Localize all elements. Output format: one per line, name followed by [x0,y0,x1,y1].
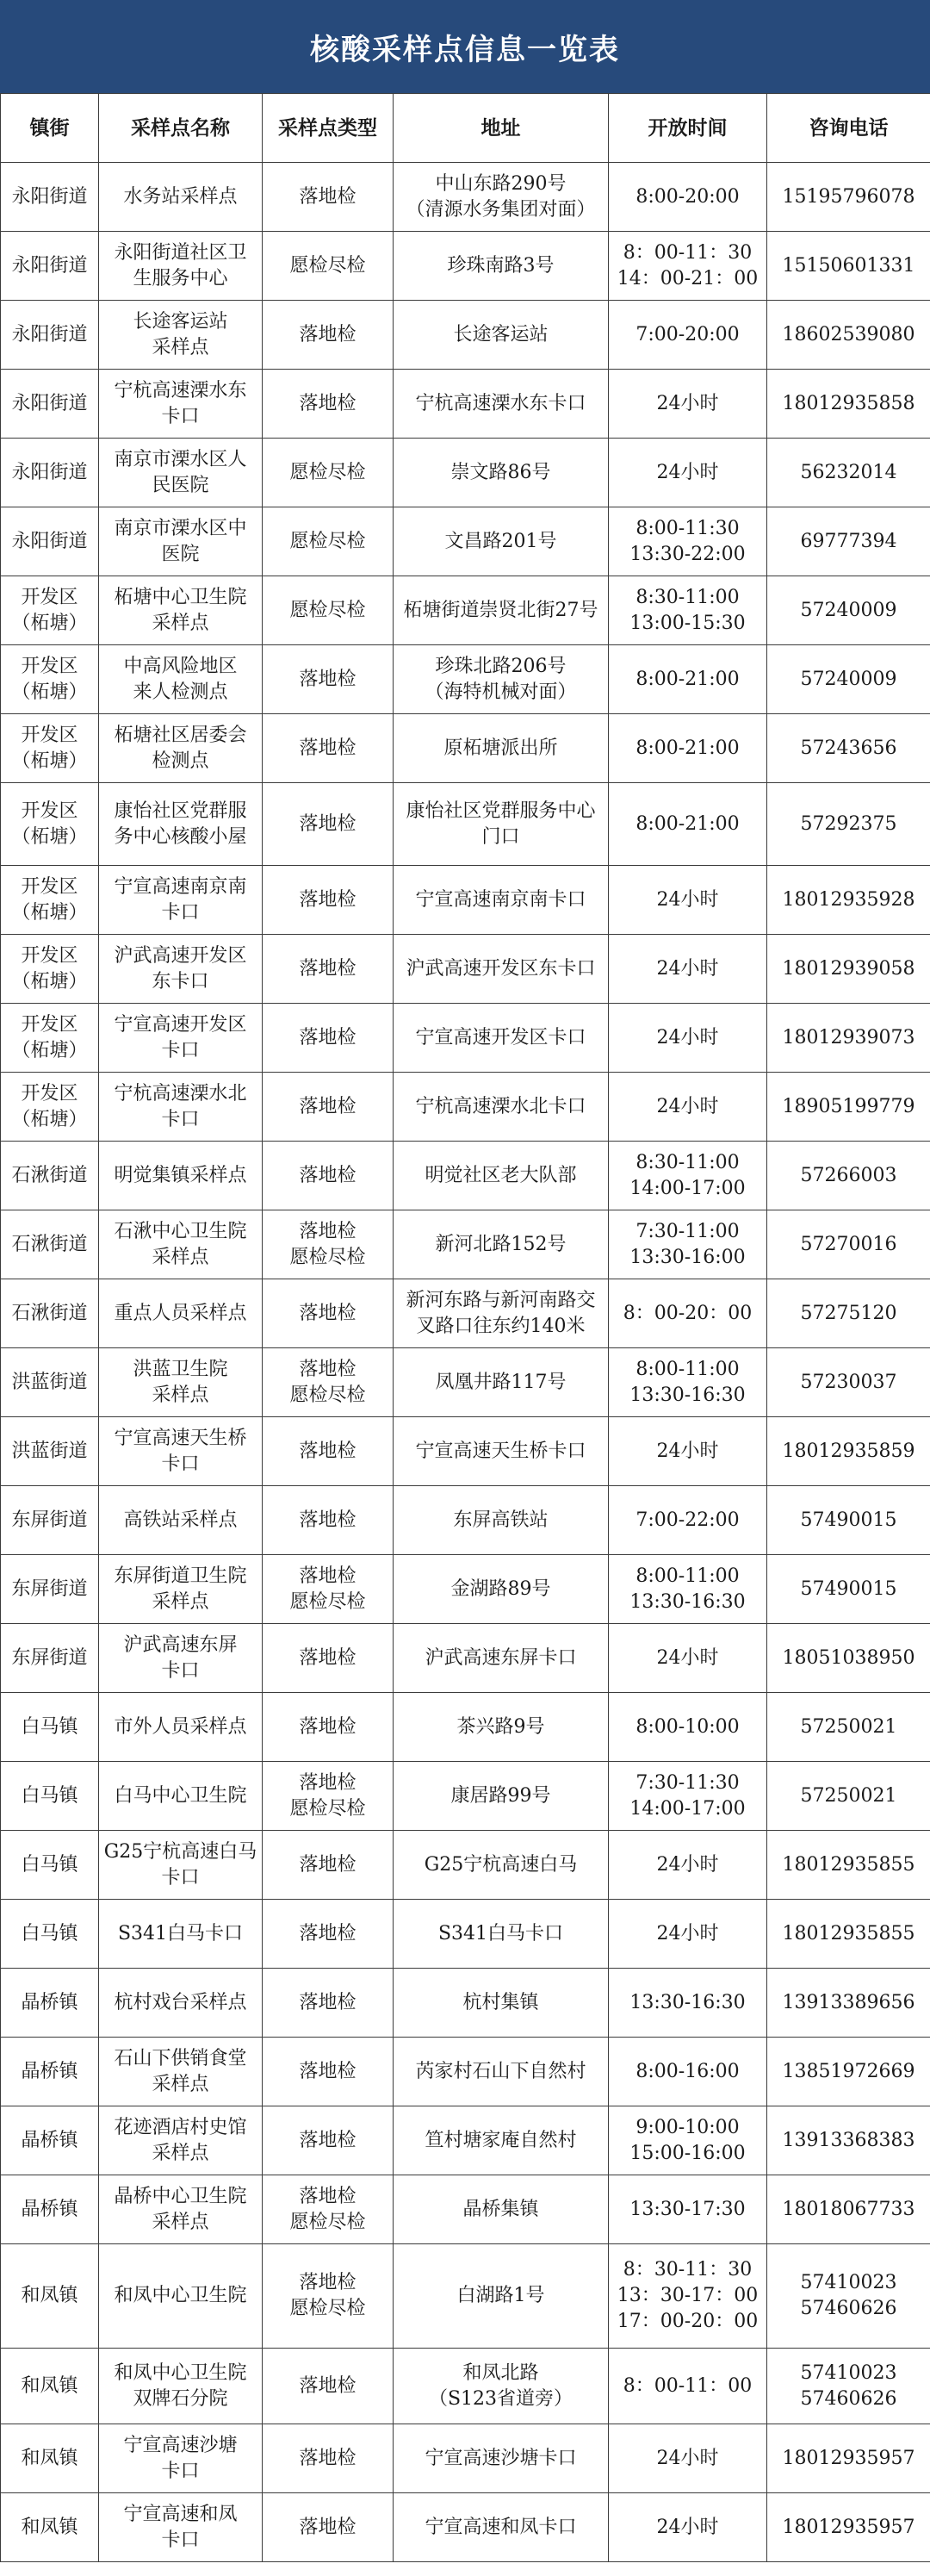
address-cell: 文昌路201号 [394,507,609,576]
header-site-type: 采样点类型 [263,94,394,163]
address-cell: 凤凰井路117号 [394,1348,609,1417]
town-cell: 永阳街道 [1,507,99,576]
phone-cell: 57243656 [767,714,930,783]
address-cell: 新河东路与新河南路交 叉路口往东约140米 [394,1279,609,1348]
phone-cell: 57240009 [767,645,930,714]
address-cell: 柘塘街道崇贤北街27号 [394,576,609,645]
hours-cell: 8：00-11：00 [609,2349,767,2424]
site-type-cell: 落地检 [263,2349,394,2424]
site-type-cell: 愿检尽检 [263,507,394,576]
site-type-cell: 落地检 [263,370,394,439]
table-row [1,2244,930,2349]
phone-cell: 57275120 [767,1279,930,1348]
phone-cell: 18012935928 [767,866,930,935]
site-name-cell: 和凤中心卫生院 [99,2244,263,2349]
address-cell: 东屏高铁站 [394,1486,609,1555]
phone-cell: 18012935957 [767,2424,930,2493]
address-cell: 金湖路89号 [394,1555,609,1624]
site-name-cell: 市外人员采样点 [99,1693,263,1762]
hours-cell: 24小时 [609,2424,767,2493]
town-cell: 永阳街道 [1,370,99,439]
town-cell: 晶桥镇 [1,2106,99,2175]
hours-cell: 24小时 [609,1831,767,1900]
site-type-cell: 落地检 愿检尽检 [263,1762,394,1831]
hours-cell: 8:00-16:00 [609,2038,767,2106]
phone-cell: 18012935859 [767,1417,930,1486]
phone-cell: 57270016 [767,1210,930,1279]
table-row [1,1142,930,1210]
phone-cell: 18051038950 [767,1624,930,1693]
hours-cell: 9:00-10:00 15:00-16:00 [609,2106,767,2175]
table-row [1,1486,930,1555]
site-type-cell: 落地检 [263,1073,394,1142]
table-row [1,645,930,714]
phone-cell: 57266003 [767,1142,930,1210]
site-name-cell: 杭村戏台采样点 [99,1969,263,2038]
table-row [1,370,930,439]
hours-cell: 24小时 [609,1900,767,1969]
address-cell: 白湖路1号 [394,2244,609,2349]
town-cell: 晶桥镇 [1,1969,99,2038]
site-type-cell: 落地检 [263,1900,394,1969]
table-row [1,1210,930,1279]
hours-cell: 7:30-11:30 14:00-17:00 [609,1762,767,1831]
hours-cell: 24小时 [609,1624,767,1693]
address-cell: 笪村塘家庵自然村 [394,2106,609,2175]
town-cell: 开发区 （柘塘） [1,1073,99,1142]
phone-cell: 57410023 57460626 [767,2349,930,2424]
site-type-cell: 落地检 [263,1142,394,1210]
town-cell: 白马镇 [1,1900,99,1969]
site-type-cell: 落地检 [263,645,394,714]
hours-cell: 8:00-20:00 [609,163,767,232]
town-cell: 石湫街道 [1,1142,99,1210]
hours-cell: 8:00-11:00 13:30-16:30 [609,1555,767,1624]
phone-cell: 57410023 57460626 [767,2244,930,2349]
table-row [1,232,930,301]
phone-cell: 18905199779 [767,1073,930,1142]
site-name-cell: 和凤中心卫生院 双牌石分院 [99,2349,263,2424]
site-type-cell: 落地检 [263,2106,394,2175]
hours-cell: 8:00-21:00 [609,645,767,714]
phone-cell: 57250021 [767,1693,930,1762]
site-name-cell: 宁宣高速天生桥 卡口 [99,1417,263,1486]
site-name-cell: 石湫中心卫生院 采样点 [99,1210,263,1279]
site-type-cell: 落地检 [263,301,394,370]
site-type-cell: 落地检 [263,1279,394,1348]
hours-cell: 8：00-20：00 [609,1279,767,1348]
town-cell: 石湫街道 [1,1279,99,1348]
hours-cell: 8:00-21:00 [609,783,767,866]
table-header-row [1,94,930,163]
hours-cell: 8:00-11:00 13:30-16:30 [609,1348,767,1417]
phone-cell: 18012935858 [767,370,930,439]
phone-cell: 18012935957 [767,2493,930,2562]
table-row [1,2106,930,2175]
phone-cell: 13913368383 [767,2106,930,2175]
site-type-cell: 落地检 [263,783,394,866]
sampling-sites-table [0,93,930,2562]
hours-cell: 8:00-11:30 13:30-22:00 [609,507,767,576]
site-type-cell: 落地检 愿检尽检 [263,1348,394,1417]
hours-cell: 24小时 [609,1073,767,1142]
phone-cell: 13851972669 [767,2038,930,2106]
site-name-cell: S341白马卡口 [99,1900,263,1969]
header-phone: 咨询电话 [767,94,930,163]
town-cell: 白马镇 [1,1831,99,1900]
table-row [1,1831,930,1900]
site-name-cell: 长途客运站 采样点 [99,301,263,370]
site-type-cell: 落地检 [263,1004,394,1073]
site-name-cell: 高铁站采样点 [99,1486,263,1555]
hours-cell: 8:00-10:00 [609,1693,767,1762]
table-row [1,866,930,935]
address-cell: 宁宣高速开发区卡口 [394,1004,609,1073]
phone-cell: 57230037 [767,1348,930,1417]
address-cell: 宁宣高速南京南卡口 [394,866,609,935]
site-name-cell: 水务站采样点 [99,163,263,232]
town-cell: 和凤镇 [1,2493,99,2562]
hours-cell: 7:00-22:00 [609,1486,767,1555]
address-cell: 沪武高速开发区东卡口 [394,935,609,1004]
hours-cell: 24小时 [609,439,767,507]
address-cell: 崇文路86号 [394,439,609,507]
table-row [1,439,930,507]
table-body [1,163,930,2562]
phone-cell: 57250021 [767,1762,930,1831]
town-cell: 开发区 （柘塘） [1,714,99,783]
town-cell: 永阳街道 [1,163,99,232]
town-cell: 晶桥镇 [1,2038,99,2106]
address-cell: 宁宣高速天生桥卡口 [394,1417,609,1486]
phone-cell: 18018067733 [767,2175,930,2244]
town-cell: 开发区 （柘塘） [1,866,99,935]
town-cell: 晶桥镇 [1,2175,99,2244]
address-cell: 和凤北路 （S123省道旁） [394,2349,609,2424]
phone-cell: 15195796078 [767,163,930,232]
header-hours: 开放时间 [609,94,767,163]
hours-cell: 24小时 [609,370,767,439]
table-row [1,1417,930,1486]
table-row [1,1762,930,1831]
hours-cell: 8：00-11：30 14：00-21：00 [609,232,767,301]
table-row [1,935,930,1004]
table-row [1,301,930,370]
site-type-cell: 落地检 [263,866,394,935]
address-cell: 宁宣高速沙塘卡口 [394,2424,609,2493]
town-cell: 白马镇 [1,1762,99,1831]
address-cell: 明觉社区老大队部 [394,1142,609,1210]
address-cell: 宁宣高速和凤卡口 [394,2493,609,2562]
site-type-cell: 落地检 愿检尽检 [263,2244,394,2349]
table-row [1,1624,930,1693]
town-cell: 和凤镇 [1,2244,99,2349]
site-name-cell: 中高风险地区 来人检测点 [99,645,263,714]
phone-cell: 69777394 [767,507,930,576]
address-cell: 中山东路290号 （清源水务集团对面） [394,163,609,232]
site-name-cell: 柘塘中心卫生院 采样点 [99,576,263,645]
address-cell: 康怡社区党群服务中心 门口 [394,783,609,866]
town-cell: 开发区 （柘塘） [1,935,99,1004]
town-cell: 开发区 （柘塘） [1,783,99,866]
phone-cell: 13913389656 [767,1969,930,2038]
phone-cell: 18012939073 [767,1004,930,1073]
address-cell: 新河北路152号 [394,1210,609,1279]
table-row [1,2493,930,2562]
town-cell: 东屏街道 [1,1486,99,1555]
site-type-cell: 落地检 [263,2038,394,2106]
phone-cell: 57490015 [767,1486,930,1555]
site-type-cell: 愿检尽检 [263,439,394,507]
address-cell: S341白马卡口 [394,1900,609,1969]
address-cell: 宁杭高速溧水北卡口 [394,1073,609,1142]
hours-cell: 24小时 [609,2493,767,2562]
town-cell: 开发区 （柘塘） [1,576,99,645]
site-name-cell: 明觉集镇采样点 [99,1142,263,1210]
header-address: 地址 [394,94,609,163]
hours-cell: 8：30-11：30 13：30-17：00 17：00-20：00 [609,2244,767,2349]
hours-cell: 8:30-11:00 13:00-15:30 [609,576,767,645]
phone-cell: 18602539080 [767,301,930,370]
town-cell: 石湫街道 [1,1210,99,1279]
table-row [1,1004,930,1073]
table-row [1,1279,930,1348]
address-cell: 芮家村石山下自然村 [394,2038,609,2106]
town-cell: 东屏街道 [1,1555,99,1624]
table-row [1,576,930,645]
table-row [1,1969,930,2038]
town-cell: 永阳街道 [1,232,99,301]
site-name-cell: 南京市溧水区人 民医院 [99,439,263,507]
site-type-cell: 愿检尽检 [263,232,394,301]
table-row [1,507,930,576]
site-type-cell: 落地检 [263,1417,394,1486]
site-name-cell: 宁杭高速溧水东 卡口 [99,370,263,439]
table-row [1,2175,930,2244]
site-type-cell: 落地检 [263,1693,394,1762]
address-cell: 原柘塘派出所 [394,714,609,783]
town-cell: 和凤镇 [1,2349,99,2424]
site-type-cell: 落地检 [263,2424,394,2493]
phone-cell: 18012935855 [767,1831,930,1900]
site-name-cell: 宁杭高速溧水北 卡口 [99,1073,263,1142]
site-name-cell: 永阳街道社区卫 生服务中心 [99,232,263,301]
town-cell: 永阳街道 [1,301,99,370]
site-type-cell: 落地检 [263,163,394,232]
phone-cell: 57240009 [767,576,930,645]
town-cell: 洪蓝街道 [1,1348,99,1417]
site-name-cell: 康怡社区党群服 务中心核酸小屋 [99,783,263,866]
hours-cell: 24小时 [609,866,767,935]
address-cell: 宁杭高速溧水东卡口 [394,370,609,439]
site-type-cell: 落地检 愿检尽检 [263,1210,394,1279]
site-type-cell: 落地检 愿检尽检 [263,1555,394,1624]
hours-cell: 7:30-11:00 13:30-16:00 [609,1210,767,1279]
town-cell: 开发区 （柘塘） [1,1004,99,1073]
phone-cell: 18012939058 [767,935,930,1004]
town-cell: 洪蓝街道 [1,1417,99,1486]
phone-cell: 57292375 [767,783,930,866]
table-row [1,714,930,783]
phone-cell: 56232014 [767,439,930,507]
address-cell: 沪武高速东屏卡口 [394,1624,609,1693]
phone-cell: 57490015 [767,1555,930,1624]
table-row [1,2424,930,2493]
phone-cell: 18012935855 [767,1900,930,1969]
site-name-cell: 东屏街道卫生院 采样点 [99,1555,263,1624]
address-cell: 杭村集镇 [394,1969,609,2038]
hours-cell: 24小时 [609,1004,767,1073]
site-name-cell: 沪武高速开发区 东卡口 [99,935,263,1004]
address-cell: 晶桥集镇 [394,2175,609,2244]
page-title: 核酸采样点信息一览表 [0,0,930,93]
town-cell: 永阳街道 [1,439,99,507]
site-name-cell: 白马中心卫生院 [99,1762,263,1831]
table-row [1,2038,930,2106]
site-type-cell: 落地检 [263,935,394,1004]
hours-cell: 24小时 [609,935,767,1004]
hours-cell: 7:00-20:00 [609,301,767,370]
site-name-cell: 宁宣高速开发区 卡口 [99,1004,263,1073]
hours-cell: 13:30-17:30 [609,2175,767,2244]
site-type-cell: 落地检 愿检尽检 [263,2175,394,2244]
address-cell: 康居路99号 [394,1762,609,1831]
table-row [1,163,930,232]
site-name-cell: 重点人员采样点 [99,1279,263,1348]
table-row [1,2349,930,2424]
site-type-cell: 落地检 [263,1969,394,2038]
site-type-cell: 落地检 [263,1624,394,1693]
header-site-name: 采样点名称 [99,94,263,163]
site-type-cell: 落地检 [263,714,394,783]
header-town: 镇街 [1,94,99,163]
table-row [1,1693,930,1762]
table-row [1,1555,930,1624]
address-cell: 茶兴路9号 [394,1693,609,1762]
site-type-cell: 落地检 [263,2493,394,2562]
site-name-cell: 石山下供销食堂 采样点 [99,2038,263,2106]
site-name-cell: 晶桥中心卫生院 采样点 [99,2175,263,2244]
site-type-cell: 愿检尽检 [263,576,394,645]
address-cell: G25宁杭高速白马 [394,1831,609,1900]
table-row [1,783,930,866]
table-row [1,1073,930,1142]
site-name-cell: 花迹酒店村史馆 采样点 [99,2106,263,2175]
town-cell: 开发区 （柘塘） [1,645,99,714]
town-cell: 和凤镇 [1,2424,99,2493]
site-name-cell: 南京市溧水区中 医院 [99,507,263,576]
site-type-cell: 落地检 [263,1486,394,1555]
hours-cell: 8:00-21:00 [609,714,767,783]
site-name-cell: 洪蓝卫生院 采样点 [99,1348,263,1417]
site-name-cell: 宁宣高速南京南 卡口 [99,866,263,935]
phone-cell: 15150601331 [767,232,930,301]
site-name-cell: 宁宣高速沙塘 卡口 [99,2424,263,2493]
site-name-cell: 宁宣高速和凤 卡口 [99,2493,263,2562]
town-cell: 东屏街道 [1,1624,99,1693]
address-cell: 长途客运站 [394,301,609,370]
town-cell: 白马镇 [1,1693,99,1762]
hours-cell: 8:30-11:00 14:00-17:00 [609,1142,767,1210]
address-cell: 珍珠南路3号 [394,232,609,301]
address-cell: 珍珠北路206号 （海特机械对面） [394,645,609,714]
table-row [1,1348,930,1417]
site-name-cell: G25宁杭高速白马 卡口 [99,1831,263,1900]
hours-cell: 13:30-16:30 [609,1969,767,2038]
hours-cell: 24小时 [609,1417,767,1486]
site-name-cell: 柘塘社区居委会 检测点 [99,714,263,783]
table-row [1,1900,930,1969]
site-name-cell: 沪武高速东屏 卡口 [99,1624,263,1693]
site-type-cell: 落地检 [263,1831,394,1900]
